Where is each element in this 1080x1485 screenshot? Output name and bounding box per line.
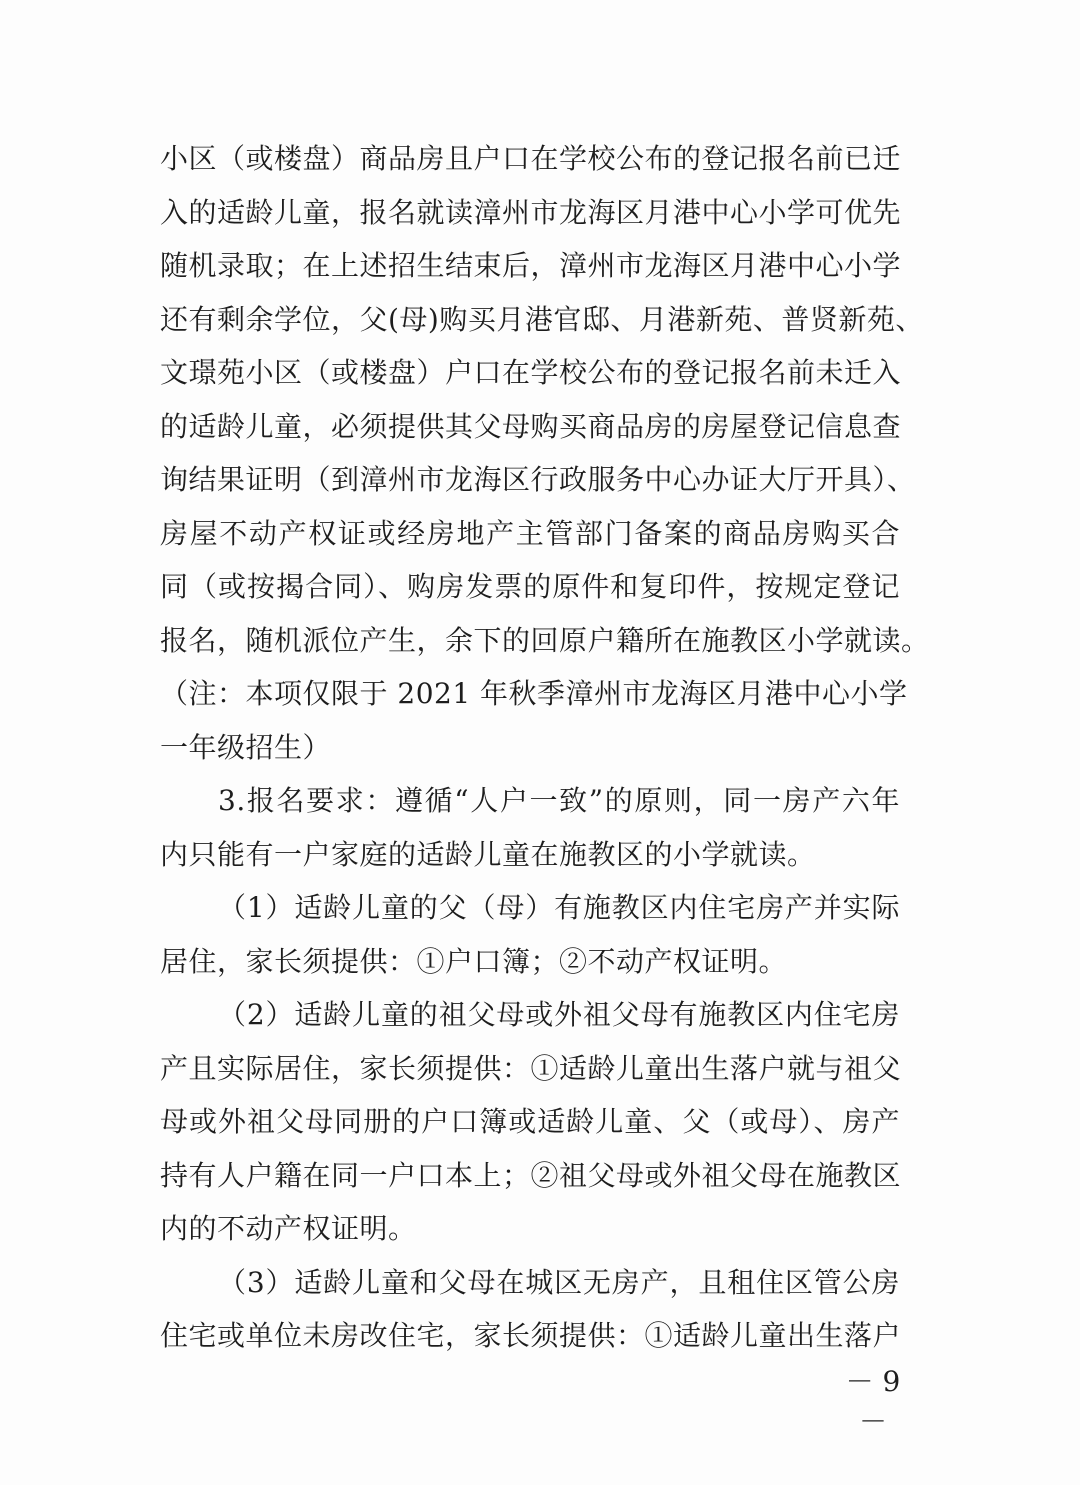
- text-line: 母或外祖父母同册的户口簿或适龄儿童、父（或母）、房产: [160, 1105, 900, 1138]
- page-number: － 9 －: [845, 1365, 901, 1438]
- text-line: （2）适龄儿童的祖父母或外祖父母有施教区内住宅房: [218, 998, 900, 1031]
- text-line: 还有剩余学位，父(母)购买月港官邸、月港新苑、普贤新苑、: [160, 302, 924, 336]
- text-line: （3）适龄儿童和父母在城区无房产，且租住区管公房: [218, 1265, 900, 1299]
- text-line: 入的适龄儿童，报名就读漳州市龙海区月港中心小学可优先: [160, 195, 902, 229]
- text-line: 房屋不动产权证或经房地产主管部门备案的商品房购买合: [160, 516, 900, 550]
- text-line: 的适龄儿童，必须提供其父母购买商品房的房屋登记信息查: [160, 409, 902, 443]
- text-line: 文璟苑小区（或楼盘）户口在学校公布的登记报名前未迁入: [160, 356, 902, 389]
- text-line: 一年级招生）: [160, 730, 332, 764]
- text-line: 持有人户籍在同一户口本上；②祖父母或外祖父母在施教区: [160, 1158, 902, 1192]
- text-line: 询结果证明（到漳州市龙海区行政服务中心办证大厅开具）、: [160, 463, 916, 496]
- text-line: （注：本项仅限于 2021 年秋季漳州市龙海区月港中心小学: [160, 677, 908, 710]
- text-line: 内的不动产权证明。: [160, 1212, 417, 1245]
- text-line: 同（或按揭合同）、购房发票的原件和复印件，按规定登记: [160, 570, 900, 603]
- text-line: 小区（或楼盘）商品房且户口在学校公布的登记报名前已迁: [160, 142, 902, 175]
- text-line: 内只能有一户家庭的适龄儿童在施教区的小学就读。: [160, 837, 816, 871]
- text-line: 居住，家长须提供：①户口簿；②不动产权证明。: [160, 944, 788, 978]
- document-body: [160, 132, 930, 1363]
- text-line: （1）适龄儿童的父（母）有施教区内住宅房产并实际: [218, 891, 900, 924]
- text-line: 住宅或单位未房改住宅，家长须提供：①适龄儿童出生落户: [160, 1319, 902, 1352]
- text-line: 产且实际居住，家长须提供：①适龄儿童出生落户就与祖父: [160, 1051, 902, 1085]
- text-line: 报名，随机派位产生，余下的回原户籍所在施教区小学就读。: [160, 623, 930, 657]
- text-line: 3.报名要求：遵循“人户一致”的原则，同一房产六年: [218, 784, 900, 817]
- text-line: 随机录取；在上述招生结束后，漳州市龙海区月港中心小学: [160, 249, 902, 282]
